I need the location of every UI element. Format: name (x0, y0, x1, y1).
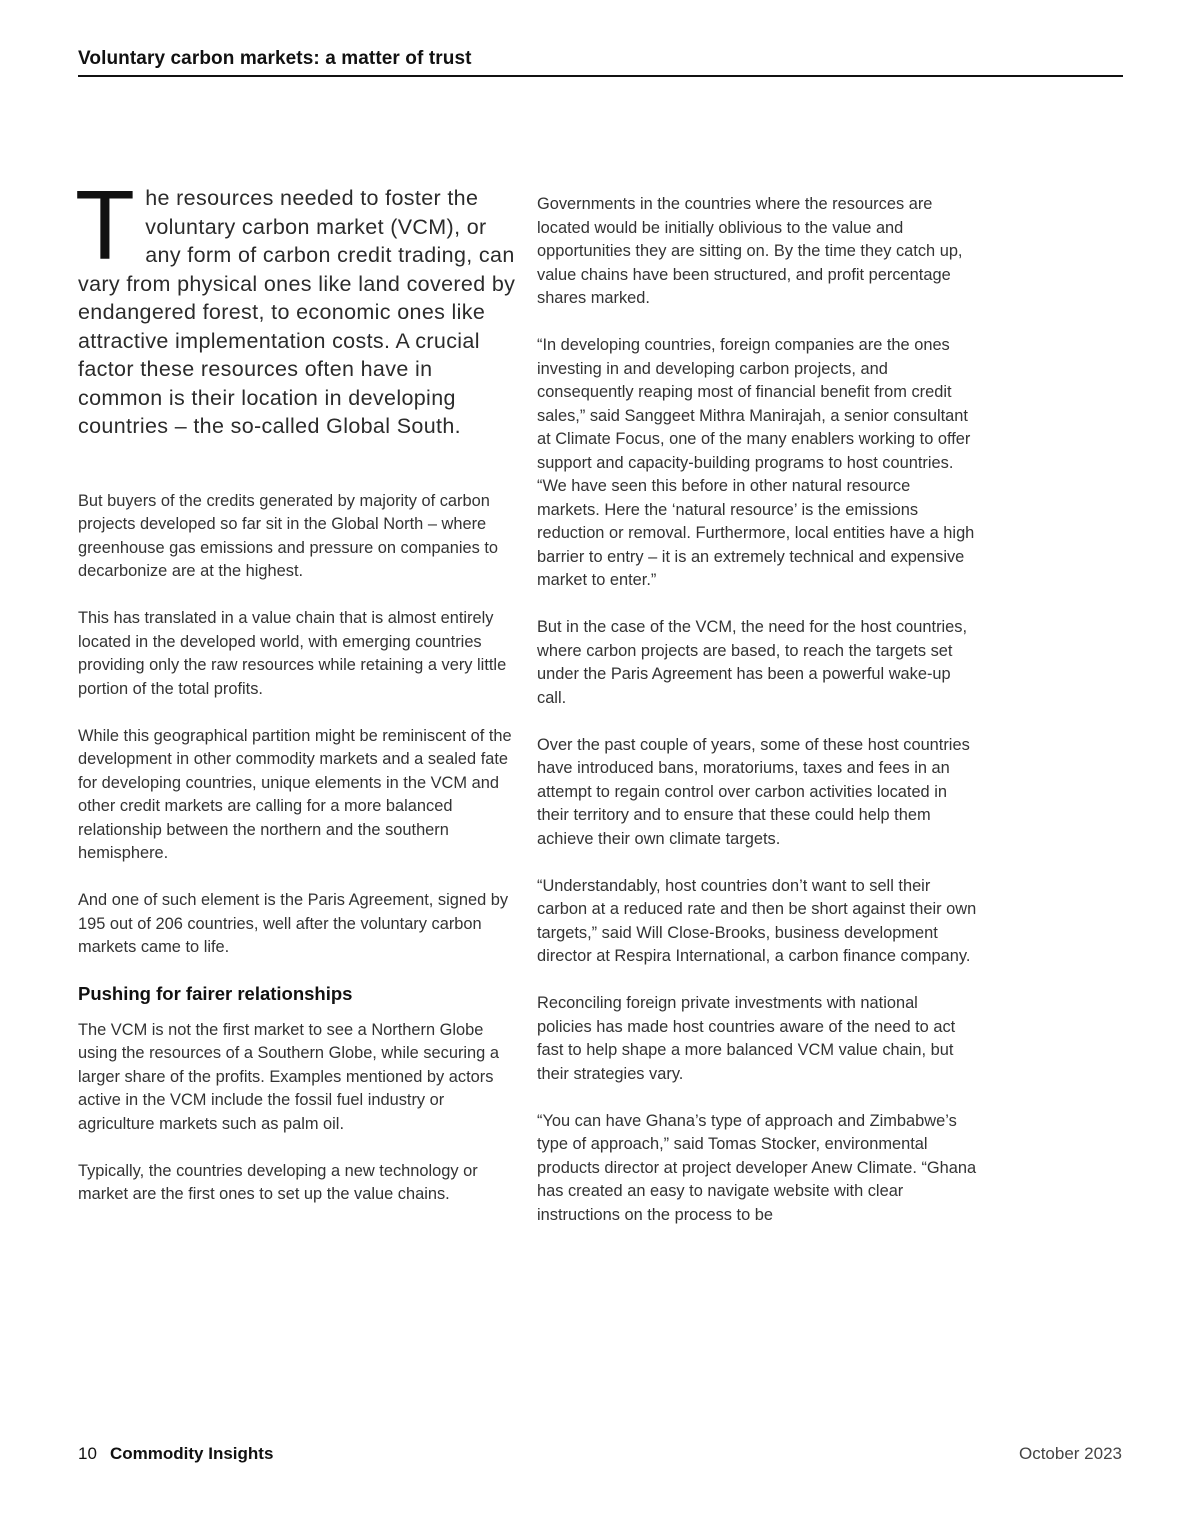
section-subheading: Pushing for fairer relationships (78, 982, 353, 1004)
body-paragraph: But in the case of the VCM, the need for the host countries, where carbon projects are based, to reach the targets set under the Paris Agreement has been a powerful wake-up call. (537, 618, 968, 707)
drop-cap: T (75, 170, 136, 280)
body-paragraph: Over the past couple of years, some of these host countries have introduced bans, moratoriums, taxes and fees in an attempt to regain control over carbon activities located in their territory and to ensure that these could help them achieve their own climate targets. (537, 735, 970, 848)
body-paragraph: Reconciling foreign private investments with national policies has made host countries aware of the need to act fast to help shape a more balanced VCM value chain, but their strategies vary. (537, 994, 956, 1083)
left-column (75, 170, 518, 1207)
body-paragraph: And one of such element is the Paris Agreement, signed by 195 out of 206 countries, well after the voluntary carbon markets came to life. (78, 891, 509, 956)
body-paragraph: Governments in the countries where the resources are located would be initially oblivious to the value and opportunities they are sitting on. By the time they catch up, value chains have been structured, and profit percentage shares marked. (537, 195, 963, 307)
body-paragraph: “Understandably, host countries don’t want to sell their carbon at a reduced rate and then be short against their own targets,” said Will Close-Brooks, business development director at Respira International, a carbon finance company. (537, 876, 977, 965)
page-number: 10 (78, 1444, 97, 1463)
lead-paragraph (75, 170, 518, 441)
body-paragraph: But buyers of the credits generated by majority of carbon projects developed so far sit in the Global North – where greenhouse gas emissions and pressure on companies to decarbonize are at the highest. (78, 491, 499, 580)
body-paragraph: Typically, the countries developing a new technology or market are the first ones to set up the value chains. (78, 1161, 478, 1203)
body-paragraph: “In developing countries, foreign companies are the ones investing in and developing carbon projects, and consequently reaping most of financial benefit from credit sales,” said Sanggeet Mithra Manirajah, a senior consultant at Climate Focus, one of the many enablers working to offer support and capacity-building programs to host countries. “We have seen this before in other natural resource markets. Here the ‘natural resource’ is the emissions reduction or removal. Furthermore, local entities have a high barrier to entry – it is an extremely technical and expensive market to enter.” (537, 336, 975, 589)
publication-name: Commodity Insights (110, 1444, 274, 1463)
running-header-title: Voluntary carbon markets: a matter of trust (78, 48, 472, 69)
right-column (537, 193, 977, 1227)
issue-date: October 2023 (1018, 1444, 1122, 1463)
lead-text: he resources needed to foster the voluntary carbon market (VCM), or any form of carbon credit trading, can vary from physical ones like land covered by endangered forest, to economic ones like attractive implementation costs. A crucial factor these resources often have in common is their location in developing countries – the so-called Global South. (78, 186, 516, 438)
body-paragraph: “You can have Ghana’s type of approach and Zimbabwe’s type of approach,” said Tomas Stocker, environmental products director at project developer Anew Climate. “Ghana has created an easy to navigate website with clear instructions on the process to be (537, 1111, 977, 1224)
header-rule (78, 75, 1123, 77)
body-paragraph: The VCM is not the first market to see a Northern Globe using the resources of a Southern Globe, while securing a larger share of the profits. Examples mentioned by actors active in the VCM include the fossil fuel industry or agriculture markets such as palm oil. (78, 1020, 499, 1133)
body-paragraph: While this geographical partition might be reminiscent of the development in other commodity markets and a sealed fate for developing countries, unique elements in the VCM and other credit markets are calling for a more balanced relationship between the northern and the southern hemisphere. (78, 726, 512, 862)
body-paragraph: This has translated in a value chain that is almost entirely located in the developed world, with emerging countries providing only the raw resources while retaining a very little portion of the total profits. (78, 609, 507, 698)
